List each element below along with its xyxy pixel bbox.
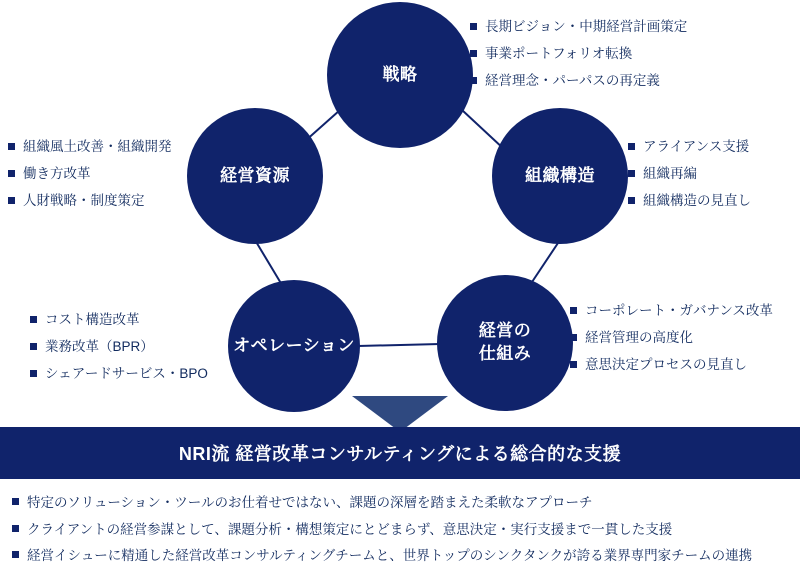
list-item-label: 働き方改革 xyxy=(23,166,91,182)
list-item-label: 意思決定プロセスの見直し xyxy=(585,357,747,373)
list-item-label: 事業ポートフォリオ転換 xyxy=(485,46,633,62)
list-item xyxy=(628,192,751,210)
square-bullet-icon xyxy=(470,77,477,84)
list-item xyxy=(470,72,687,90)
list-item-label: 業務改革（BPR） xyxy=(45,339,154,355)
bullets-management-mechanism xyxy=(570,302,773,375)
summary-banner xyxy=(0,427,800,479)
list-item xyxy=(570,356,773,374)
list-item-label: 組織風土改善・組織開発 xyxy=(23,139,172,154)
list-item xyxy=(12,493,788,513)
node-management-mechanism[interactable] xyxy=(437,275,573,411)
list-item-label: 特定のソリューション・ツールのお仕着せではない、課題の深層を踏まえた柔軟なアプローチ xyxy=(27,495,593,510)
square-bullet-icon xyxy=(30,316,37,323)
node-operation[interactable] xyxy=(228,280,360,412)
list-item-label: コーポレート・ガバナンス改革 xyxy=(585,303,773,318)
list-item-label: 経営理念・パーパスの再定義 xyxy=(485,73,660,89)
square-bullet-icon xyxy=(12,525,19,532)
square-bullet-icon xyxy=(628,170,635,177)
square-bullet-icon xyxy=(470,50,477,57)
list-item-label: 経営イシューに精通した経営改革コンサルティングチームと、世界トップのシンクタンクが誇る業界専門家チームの連携 xyxy=(27,548,753,564)
node-management-mechanism-label-line1: 経営の xyxy=(478,321,532,341)
square-bullet-icon xyxy=(570,307,577,314)
list-item xyxy=(30,365,208,383)
square-bullet-icon xyxy=(570,334,577,341)
list-item-label: コスト構造改革 xyxy=(45,312,140,327)
list-item xyxy=(30,311,208,329)
list-item-label: クライアントの経営参謀として、課題分析・構想策定にとどまらず、意思決定・実行支援まで一貫した支援 xyxy=(27,521,673,537)
list-item xyxy=(570,329,773,347)
node-strategy[interactable] xyxy=(327,2,473,148)
list-item-label: 組織再編 xyxy=(643,166,697,182)
list-item xyxy=(12,546,788,566)
list-item-label: 長期ビジョン・中期経営計画策定 xyxy=(485,19,688,34)
list-item-label: シェアードサービス・BPO xyxy=(45,366,208,382)
list-item xyxy=(628,165,751,183)
node-management-mechanism-label-line2: 仕組み xyxy=(478,344,532,363)
list-item xyxy=(470,18,687,36)
list-item-label: 人財戦略・制度策定 xyxy=(23,193,145,209)
list-item xyxy=(12,520,788,540)
list-item-label: アライアンス支援 xyxy=(643,139,750,154)
list-item xyxy=(8,192,172,210)
square-bullet-icon xyxy=(628,143,635,150)
list-item-label: 経営管理の高度化 xyxy=(585,330,693,346)
square-bullet-icon xyxy=(12,498,19,505)
square-bullet-icon xyxy=(30,343,37,350)
node-organizational-structure-label: 組織構造 xyxy=(525,165,595,185)
square-bullet-icon xyxy=(8,170,15,177)
list-item xyxy=(30,338,208,356)
square-bullet-icon xyxy=(570,361,577,368)
square-bullet-icon xyxy=(30,370,37,377)
list-item xyxy=(470,45,687,63)
list-item xyxy=(570,302,773,320)
square-bullet-icon xyxy=(8,143,15,150)
bullets-management-resources xyxy=(8,138,172,211)
node-organizational-structure[interactable] xyxy=(492,108,628,244)
summary-banner-label: NRI流 経営改革コンサルティングによる総合的な支援 xyxy=(178,444,622,464)
node-operation-label: オペレーション xyxy=(233,335,355,355)
summary-panel xyxy=(0,427,800,579)
square-bullet-icon xyxy=(628,197,635,204)
square-bullet-icon xyxy=(470,23,477,30)
square-bullet-icon xyxy=(12,551,19,558)
bullets-organizational-structure xyxy=(628,138,751,211)
bullets-strategy xyxy=(470,18,687,91)
list-item xyxy=(8,165,172,183)
list-item-label: 組織構造の見直し xyxy=(643,193,751,209)
list-item xyxy=(8,138,172,156)
list-item xyxy=(628,138,751,156)
square-bullet-icon xyxy=(8,197,15,204)
summary-notes xyxy=(0,479,800,566)
node-management-resources-label: 経営資源 xyxy=(220,165,290,185)
node-management-resources[interactable] xyxy=(187,108,323,244)
node-strategy-label: 戦略 xyxy=(382,64,418,84)
bullets-operation xyxy=(30,311,208,384)
